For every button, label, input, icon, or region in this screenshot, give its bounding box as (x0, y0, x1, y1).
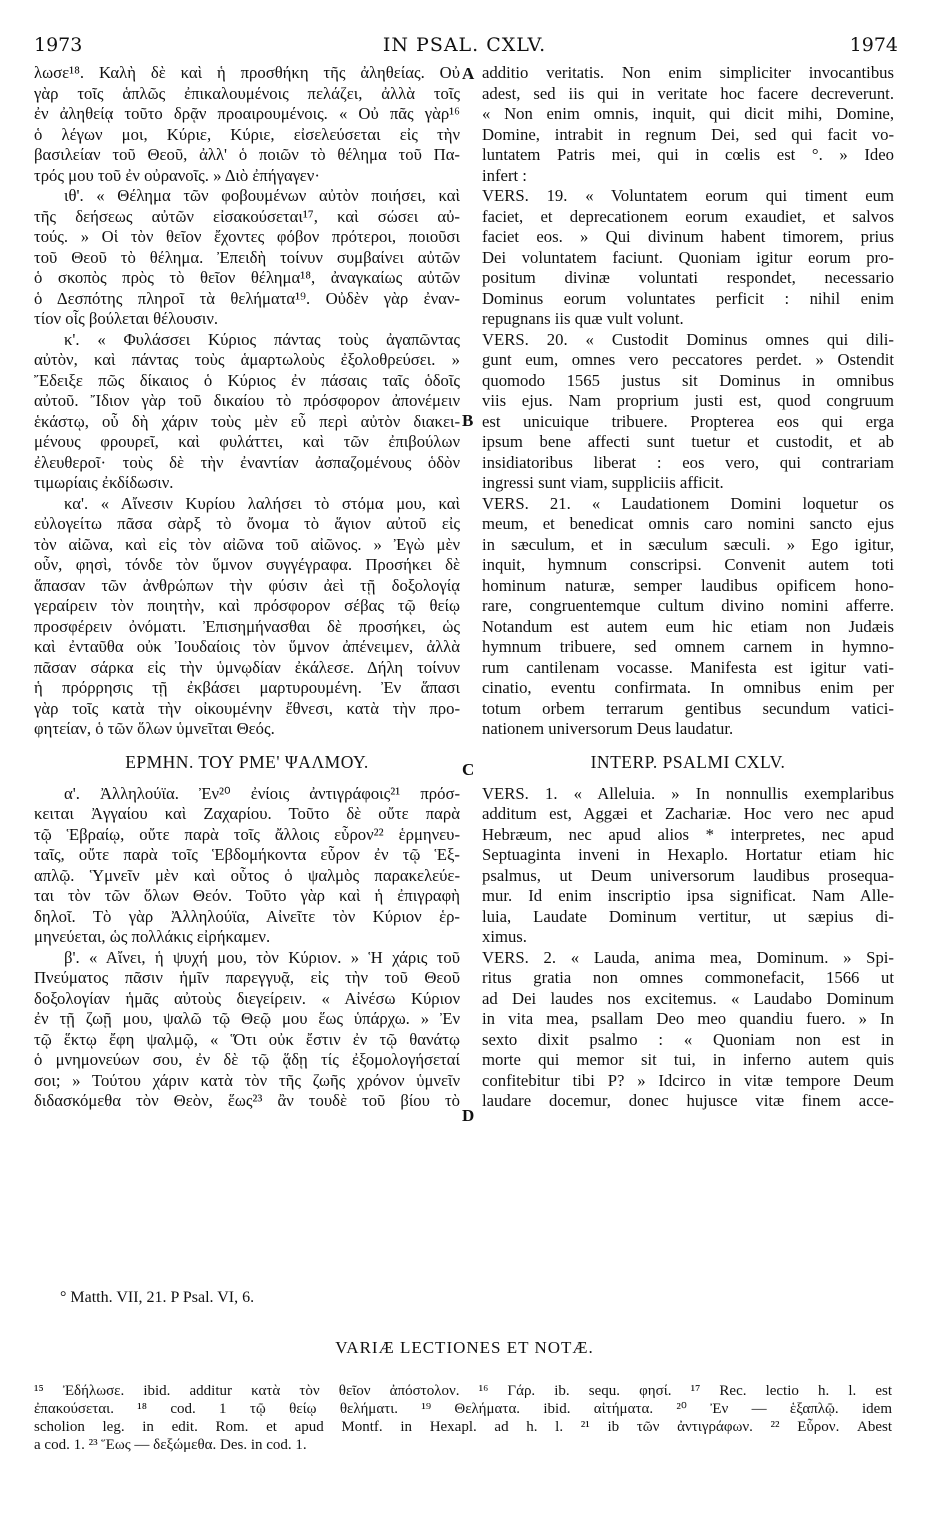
latin-line: Domine, intrabit in regnum Dei, sed qui facit vo- (482, 124, 894, 144)
greek-line: ὁ λέγων μοι, Κύριε, Κύριε, εἰσελεύσεται εἰς τὴν (34, 124, 460, 144)
greek-line: ταῖς, οὔτε παρὰ τοῖς Ἑβδομήκοντα εὗρον ἐν τῷ Ἑξ- (34, 845, 460, 864)
greek-line: εὐλογείτω πᾶσα σὰρξ τὸ ὄνομα τὸ ἅγιον αὐτοῦ εἰς (34, 514, 460, 533)
note-line: scholion leg. in edit. Rom. et apud Montf. in Hexapl. ad h. l. ²¹ ib τῶν ἀντιγράφων. ²² Εὗρον. Abest (34, 1419, 892, 1435)
variae-lectiones-notes (34, 1382, 892, 1454)
latin-line: in vita mea, psallam Deo meo quandiu fuero. » In (482, 1009, 894, 1028)
latin-line: hymnum tribuere, sed omnem carnem in hymno- (482, 637, 894, 656)
greek-line: πᾶσαν σάρκα εἰς τὴν ὑμνῳδίαν ἐκάλεσε. Δήλη τοίνυν (34, 657, 460, 677)
greek-line: ἐν τῇ ζωῇ μου, ψαλῶ τῷ Θεῷ μου ἕως ὑπάρχω. » Ἐν (34, 1009, 460, 1028)
margin-letter-c: C (462, 760, 475, 779)
latin-line: repugnans iis quæ vult volunt. (482, 309, 684, 328)
latin-line: luntatem Patris mei, qui in cœlis est °. » Ideo (482, 145, 894, 164)
greek-line: ἐν ἀληθείᾳ τοῦτο δρᾷν προαιρουμένοις. « Οὐ πᾶς γὰρ¹⁶ (34, 104, 460, 123)
greek-line: φητείαν, ὁ τῶν ὅλων ὑμνεῖται Θεός. (34, 719, 275, 738)
latin-line: mur. Id enim inscriptio ipsa significat. Nam Alle- (482, 886, 894, 905)
greek-line: βασιλείαν τοῦ Θεοῦ, ἀλλ' ὁ ποιῶν τὸ θέλημα τοῦ Πα- (34, 145, 460, 164)
latin-line: ritus gratia non omnes commonefacit, 1566 ut (482, 968, 894, 987)
section-heading: ΕΡΜΗΝ. ΤΟΥ ΡΜΕ' ΨΑΛΜΟΥ. (125, 751, 369, 772)
latin-line: in sæculum, et in sæculum sæculi. » Ego igitur, (482, 534, 894, 554)
greek-line: β'. « Αἴνει, ἡ ψυχή μου, τὸν Κύριον. » Ἡ χάρις τοῦ (64, 947, 460, 967)
greek-line: α'. Ἀλληλούϊα. Ἐν²⁰ ἐνίοις ἀντιγράφοις²¹ πρόσ- (64, 783, 460, 803)
latin-line: ximus. (482, 927, 527, 946)
greek-line: τῷ ἕκτῳ ἔφη ψαλμῷ, « Ὅτι οὐκ ἔστιν ἐν τῷ θανάτῳ (34, 1029, 460, 1049)
variae-lectiones-title: VARIÆ LECTIONES ET NOTÆ. (335, 1338, 594, 1357)
latin-line: ingressi sunt viam, suppliciis afficit. (482, 473, 724, 492)
latin-line: ad Dei laudes nos excitemus. « Laudabo Dominum (482, 988, 894, 1008)
greek-line: κ'. « Φυλάσσει Κύριος πάντας τοὺς ἀγαπῶντας (64, 329, 460, 349)
greek-line: μηνεύεται, ὡς πολλάκις εἰρήκαμεν. (34, 927, 271, 946)
greek-line: τρός μου τοῦ ἐν οὐρανοῖς. » Διὸ ἐπήγαγεν· (34, 165, 320, 185)
latin-line: rare, congruentemque cultum divino nomini afferre. (482, 596, 894, 615)
greek-line: δηλοῖ. Τὸ γὰρ Ἀλληλούϊα, Αἰνεῖτε τὸν Κύριον ἑρ- (34, 906, 460, 926)
latin-line: faciet, et deprecationem eorum exaudiet, et salvos (482, 206, 894, 226)
latin-line: inquit, hymnum conscripsi. Convenit autem toti (482, 555, 894, 574)
margin-letter-b: B (462, 411, 474, 430)
latin-line: nationem universorum Deus laudatur. (482, 719, 734, 738)
latin-line: rum cantilenam vocasse. Manifesta est igitur vati- (482, 657, 894, 677)
latin-line: VERS. 2. « Lauda, anima mea, Dominum. » Spi- (482, 947, 894, 967)
latin-line: VERS. 19. « Voluntatem eorum qui timent eum (482, 186, 894, 205)
latin-line: psalmus, ut Deum universorum laudibus prosequa- (482, 865, 894, 885)
greek-line: σοι; » Τούτου χάριν κατὰ τὸν τῆς ζωῆς χρόνον ὑμνεῖν (34, 1070, 460, 1090)
greek-line: Ἔδειξε πῶς δίκαιος ὁ Κύριος ἐν πάσαις ταῖς ὁδοῖς (34, 370, 460, 390)
greek-line: γὰρ τοῖς ἁπλῶς ἐπικαλουμένοις πελάζει, ἀλλὰ τοῖς (34, 83, 460, 103)
greek-line: προσφέρειν ὀνόματι. Ἐπισημήνασθαι δὲ προσήκει, ὡς (34, 616, 460, 636)
greek-line: ἐλευθεροῖ· τοὺς δὲ τὴν ἐναντίαν ἀσπαζομένους ὁδὸν (34, 452, 460, 472)
greek-line: διδασκόμεθα τὸν Θεὸν, ἕως²³ ἂν τουδὲ τοῦ βίου τὸ (34, 1091, 460, 1110)
latin-line: VERS. 21. « Laudationem Domini loquetur os (482, 493, 894, 513)
note-line: ἐπακούσεται. ¹⁸ cod. 1 τῷ θείῳ θελήματι. ¹⁹ Θελήματα. ibid. αἰτήματα. ²⁰ Ἐν — ἑξαπλῷ. idem (34, 1401, 892, 1417)
latin-line: Hebræum, nec apud alios * interpretes, nec apud (482, 824, 894, 844)
latin-line: meum, et benedicat omnis caro nomini sancto ejus (482, 514, 894, 533)
greek-column (34, 63, 460, 1112)
greek-line: ται τὸν τῶν ὅλων Θεόν. Τοῦτο γὰρ καὶ ἡ ἐπιγραφὴ (34, 886, 460, 905)
greek-line: ἑκάστῳ, οὗ δὴ χάριν τοὺς μὲν εὖ περὶ αὐτὸν διακει- (34, 411, 460, 431)
latin-line: totum orbem terrarum gentibus secundum vatici- (482, 698, 894, 718)
note-line: ¹⁵ Ἐδήλωσε. ibid. additur κατὰ τὸν θεῖον ἀπόστολον. ¹⁶ Γάρ. ib. sequ. φησί. ¹⁷ Rec. lectio h. l. est (34, 1383, 892, 1399)
greek-line: τῷ Ἑβραίῳ, οὔτε παρὰ τοῖς ἄλλοις εὗρον²² ἑρμηνευ- (34, 824, 460, 844)
greek-line: ὁ σκοπὸς πρὸς τὸ θεῖον θέλημα¹⁸, ἀναγκαίως αὐτῶν (34, 268, 460, 287)
scripture-footnotes: ° Matth. VII, 21. P Psal. VI, 6. (60, 1289, 255, 1306)
greek-line: μένους φρουρεῖ, καὶ φυλάττει, καὶ τῶν ἐπιβούλων (34, 432, 460, 451)
greek-line: απλῷ. Ὑμνεῖν μὲν καὶ οὗτος ὁ ψαλμὸς παρακελεύε- (34, 865, 460, 885)
latin-line: confitebitur tibi P? » Idcirco in vitæ tempore Deum (482, 1070, 894, 1090)
margin-letter-a: A (462, 64, 475, 83)
latin-line: additum est, Aggæi et Zachariæ. Hoc vero nec apud (482, 804, 894, 823)
latin-line: positum divinæ voluntati respondet, necessario (482, 268, 894, 287)
latin-line: gunt eum, omnes vero peccatores perdet. » Ostendit (482, 350, 894, 369)
section-heading: INTERP. PSALMI CXLV. (590, 751, 786, 772)
greek-line: ὁ Δεσπότης πληροῖ τὰ θελήματα¹⁹. Οὐδὲν γὰρ ἐναν- (34, 288, 460, 308)
latin-line: Dei voluntatem faciunt. Quoniam igitur eorum pro- (482, 247, 894, 267)
greek-line: οὖν, φησὶ, τόνδε τὸν ὕμνον συγγέγραφα. Προσήκει δὲ (34, 555, 460, 574)
latin-line: additio veritatis. Non enim simpliciter invocantibus (482, 63, 894, 82)
latin-line: insidiatoribus liberat : eos vero, qui contrariam (482, 452, 894, 472)
greek-line: λωσε¹⁸. Καλὴ δὲ καὶ ἡ προσθήκη τῆς ἀληθείας. Οὐ (34, 63, 460, 82)
latin-line: laudare docemur, donec hujusce vitæ finem acce- (482, 1091, 894, 1110)
running-title: IN PSAL. CXLV. (382, 34, 547, 56)
latin-line: Septuaginta inveni in Hexaplo. Hortatur etiam hic (482, 845, 894, 864)
greek-line: Πνεύματος πᾶσιν ἡμῖν παρεγγυᾷ, εἰς τὴν τοῦ Θεοῦ (34, 968, 460, 987)
latin-line: quomodo 1565 justus sit Dominus in omnibus (482, 370, 894, 390)
greek-line: κειται Ἀγγαίου καὶ Ζαχαρίου. Τοῦτο δὲ οὔτε παρὰ (34, 804, 460, 823)
greek-line: ὁ μνημονεύων σου, ἐν δὲ τῷ ᾅδῃ τίς ἐξομολογήσεταί (34, 1050, 460, 1069)
note-line: a cod. 1. ²³ Ἕως — δεξώμεθα. Des. in cod. 1. (34, 1437, 307, 1453)
latin-line: adest, sed iis qui in veritate hoc facere decreverunt. (482, 83, 894, 103)
greek-line: ἡ πρόρρησις τῇ ἐκβάσει μαρτυρουμένη. Ἐν ἅπασι (34, 678, 460, 697)
latin-line: sexto dixit psalmo : « Quoniam non est in (482, 1029, 894, 1049)
latin-line: VERS. 1. « Alleluia. » In nonnullis exemplaribus (482, 783, 894, 803)
greek-line: δοξολογίαν ἡμᾶς αὐτοὺς διεγείρειν. « Αἰνέσω Κύριον (34, 988, 460, 1008)
latin-line: morte qui memor sit tui, in inferno autem quis (482, 1050, 894, 1069)
greek-line: γὰρ τοῖς κατὰ τὴν οἰκουμένην ἔθνεσι, κατὰ τὴν προ- (34, 698, 460, 718)
greek-line: ἅπασαν τῶν ἀνθρώπων τὴν φύσιν ἀεὶ τῇ δοξολογίᾳ (34, 575, 460, 595)
latin-line: VERS. 20. « Custodit Dominus omnes qui dili- (482, 329, 894, 349)
greek-line: τῆς δεήσεως αὐτῶν εἰσακούσεται¹⁷, καὶ σώσει αὐ- (34, 206, 460, 226)
page-number-right: 1974 (849, 34, 898, 56)
greek-line: ιθ'. « Θέλημα τῶν φοβουμένων αὐτὸν ποιήσει, καὶ (64, 186, 460, 205)
greek-line: τούς. » Οἱ τὸν θεῖον ἔχοντες φόβον πρότεροι, ποιοῦσι (34, 227, 460, 246)
latin-line: infert : (482, 165, 527, 185)
latin-line: Notandum est autem eum hic etiam non Judæis (482, 616, 894, 636)
greek-line: τίον οἷς βούλεται θέλουσιν. (34, 309, 219, 328)
latin-line: cinatio, eventu confirmata. In omnibus enim per (482, 678, 894, 697)
margin-letter-d: D (462, 1106, 475, 1125)
latin-line: « Non enim omnis, inquit, qui dicit mihi, Domine, (482, 104, 894, 123)
latin-line: hominum naturæ, semper laudibus opificem hono- (482, 575, 894, 595)
greek-line: γεραίρειν τὸν ποιητὴν, καὶ πρόσφορον σέβας τῷ θείῳ (34, 596, 460, 615)
greek-line: αὐτὸν, καὶ πάντας τοὺς ἁμαρτωλοὺς ἐξολοθρεύσει. » (34, 350, 460, 369)
greek-line: αὐτοῦ. Ἴδιον γὰρ τοῦ δικαίου τὸ πρόσφορον ἀπονέμειν (34, 391, 460, 410)
greek-line: κα'. « Αἴνεσιν Κυρίου λαλήσει τὸ στόμα μου, καὶ (64, 493, 460, 513)
latin-line: faciet eos. » Qui divinum habent timorem, prius (482, 227, 894, 246)
latin-column (482, 63, 894, 1112)
greek-line: τοῦ Θεοῦ τὸ θέλημα. Ἐπειδὴ τοίνυν συμβαίνει αὐτῶν (34, 247, 460, 267)
page-number-left: 1973 (34, 34, 83, 56)
latin-line: est unicuique tribuere. Propterea eos qui erga (482, 411, 894, 431)
greek-line: καὶ ἐνταῦθα οὐκ Ἰουδαίοις τὸν ὕμνον ἀπένειμεν, ἀλλὰ (34, 637, 460, 656)
greek-line: τιμωρίαις ἐκδίδωσιν. (34, 473, 174, 492)
latin-line: ipsum bene affecti sunt tuetur et custodit, et ab (482, 432, 894, 451)
greek-line: τὸν αἰῶνα, καὶ εἰς τὸν αἰῶνα τοῦ αἰῶνος. » Ἐγὼ μὲν (34, 534, 460, 554)
latin-line: Dominus eorum voluntates perficit : nihil enim (482, 288, 894, 308)
latin-line: viis ejus. Nam proprium justi est, quod congruum (482, 391, 894, 410)
latin-line: luia, Laudate Dominum vertitur, ut sæpius di- (482, 906, 894, 926)
